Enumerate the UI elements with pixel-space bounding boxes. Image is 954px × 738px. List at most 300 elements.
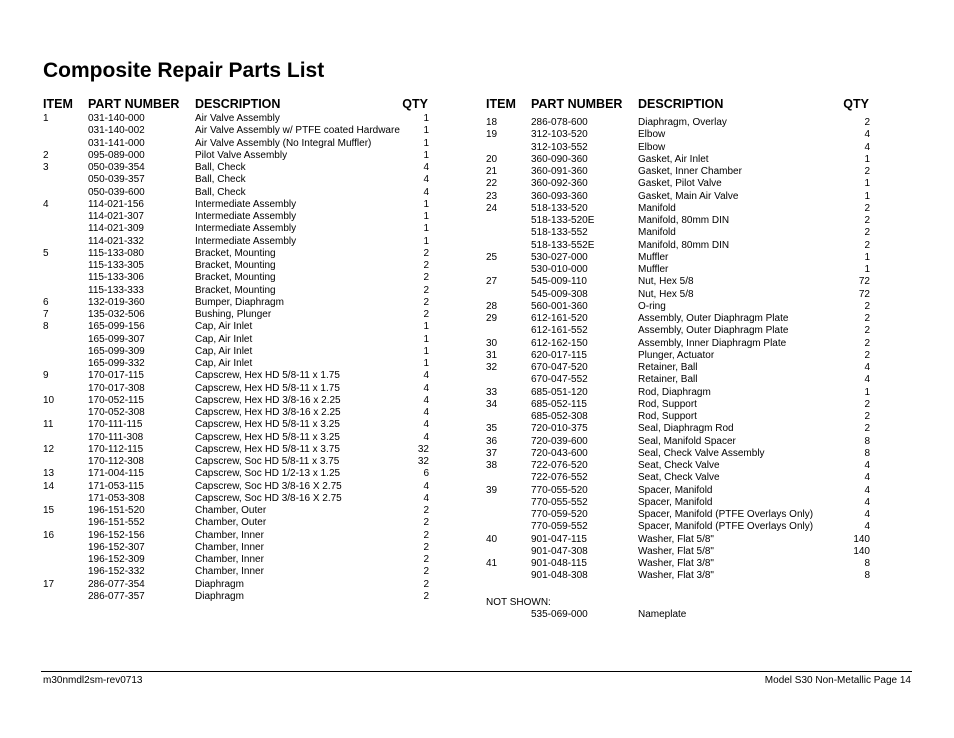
table-row <box>43 591 430 603</box>
description: Chamber, Inner <box>195 529 264 541</box>
not-shown-row <box>486 609 871 621</box>
part-number: 535-069-000 <box>531 608 588 620</box>
part-number: 170-017-308 <box>88 382 145 394</box>
description: Diaphragm <box>195 578 244 590</box>
table-row <box>486 497 871 509</box>
part-number: 031-140-002 <box>88 125 145 137</box>
item-number: 19 <box>486 129 498 141</box>
table-row <box>43 542 430 554</box>
table-row <box>486 325 871 337</box>
table-row <box>43 358 430 370</box>
part-number: 135-032-506 <box>88 309 145 320</box>
description: Washer, Flat 5/8" <box>638 533 714 545</box>
quantity: 1 <box>423 113 429 124</box>
description: Bracket, Mounting <box>195 284 276 296</box>
part-number: 170-112-308 <box>88 456 144 467</box>
table-row <box>43 346 430 358</box>
description: Muffler <box>638 251 669 263</box>
description: Bracket, Mounting <box>195 272 276 284</box>
quantity: 2 <box>423 272 429 284</box>
part-number: 720-010-375 <box>531 423 588 435</box>
table-row <box>43 444 430 456</box>
description: Bracket, Mounting <box>195 260 276 271</box>
item-number: 14 <box>43 480 55 492</box>
quantity: 2 <box>864 337 870 349</box>
part-number: 196-152-332 <box>88 566 145 578</box>
table-row <box>43 309 430 321</box>
part-number: 901-047-308 <box>531 545 588 557</box>
table-row <box>486 338 871 350</box>
description: Ball, Check <box>195 162 246 173</box>
description: Seat, Check Valve <box>638 472 720 484</box>
quantity: 2 <box>864 325 870 337</box>
item-number: 16 <box>43 529 55 541</box>
description: Cap, Air Inlet <box>195 333 253 345</box>
description: Diaphragm <box>195 590 244 602</box>
item-number: 39 <box>486 484 498 496</box>
table-row <box>486 289 871 301</box>
item-number: 4 <box>43 198 49 210</box>
table-row <box>43 248 430 260</box>
part-number: 170-052-308 <box>88 407 145 418</box>
quantity: 4 <box>864 509 870 520</box>
quantity: 4 <box>423 492 429 504</box>
quantity: 4 <box>423 382 429 394</box>
table-row <box>43 138 430 150</box>
table-row <box>486 313 871 325</box>
quantity: 4 <box>864 496 870 508</box>
description: Rod, Support <box>638 398 697 410</box>
quantity: 2 <box>864 300 870 312</box>
table-row <box>43 174 430 186</box>
item-number: 11 <box>43 419 54 431</box>
description: Manifold <box>638 202 676 214</box>
description: Intermediate Assembly <box>195 223 297 235</box>
table-row <box>486 203 871 215</box>
part-number: 360-090-360 <box>531 153 588 165</box>
part-number: 722-076-552 <box>531 472 588 484</box>
part-number: 770-055-520 <box>531 484 588 496</box>
table-row <box>43 211 430 223</box>
item-number: 41 <box>486 558 498 569</box>
part-number: 286-077-357 <box>88 590 145 602</box>
part-number: 670-047-520 <box>531 362 588 373</box>
description: Spacer, Manifold (PTFE Overlays Only) <box>638 521 814 533</box>
item-number: 7 <box>43 309 49 320</box>
item-number: 13 <box>43 468 55 480</box>
part-number: 115-133-305 <box>88 260 144 271</box>
table-row <box>486 472 871 484</box>
part-number: 165-099-309 <box>88 345 145 357</box>
part-number: 518-133-520 <box>531 202 588 214</box>
quantity: 1 <box>864 264 870 275</box>
description: Retainer, Ball <box>638 362 698 373</box>
item-number: 22 <box>486 178 498 190</box>
description: Seal, Diaphragm Rod <box>638 423 734 435</box>
quantity: 4 <box>423 407 429 418</box>
part-number: 901-048-308 <box>531 570 588 582</box>
description: Manifold <box>638 227 676 239</box>
table-body <box>486 117 871 583</box>
table-row <box>486 534 871 546</box>
quantity: 4 <box>864 141 870 153</box>
description: Manifold, 80mm DIN <box>638 215 730 226</box>
header-qty: QTY <box>843 97 869 111</box>
quantity: 2 <box>864 398 870 410</box>
quantity: 1 <box>423 358 429 369</box>
quantity: 2 <box>423 309 429 320</box>
table-row <box>486 448 871 460</box>
page-title: Composite Repair Parts List <box>43 59 325 82</box>
quantity: 4 <box>864 472 870 484</box>
part-number: 115-133-333 <box>88 284 144 296</box>
not-shown-label: NOT SHOWN: <box>486 596 551 608</box>
quantity: 2 <box>423 517 429 529</box>
quantity: 2 <box>864 202 870 214</box>
quantity: 1 <box>423 345 429 357</box>
description: Chamber, Inner <box>195 566 264 578</box>
quantity: 6 <box>423 468 429 480</box>
quantity: 1 <box>864 386 870 398</box>
description: Capscrew, Hex HD 3/8-16 x 2.25 <box>195 394 341 406</box>
part-number: 312-103-520 <box>531 129 588 141</box>
part-number: 612-162-150 <box>531 337 588 349</box>
part-number: 114-021-307 <box>88 211 144 222</box>
header-part-number: PART NUMBER <box>88 97 180 111</box>
description: Ball, Check <box>195 186 246 198</box>
item-number: 9 <box>43 370 49 382</box>
table-row <box>43 395 430 407</box>
item-number: 6 <box>43 296 49 308</box>
part-number: 612-161-520 <box>531 313 588 324</box>
part-number: 196-152-156 <box>88 529 145 541</box>
part-number: 770-059-552 <box>531 521 588 533</box>
description: Rod, Diaphragm <box>638 386 711 398</box>
footer-page-info: Model S30 Non-Metallic Page 14 <box>764 675 911 686</box>
table-row <box>486 411 871 423</box>
table-row <box>486 509 871 521</box>
description: Nameplate <box>638 608 687 620</box>
quantity: 4 <box>864 362 870 373</box>
item-number: 27 <box>486 276 498 288</box>
part-number: 545-009-110 <box>531 276 587 288</box>
part-number: 670-047-552 <box>531 374 588 386</box>
description: Capscrew, Hex HD 5/8-11 x 1.75 <box>195 382 340 394</box>
quantity: 1 <box>423 211 429 222</box>
item-number: 31 <box>486 349 498 361</box>
part-number: 901-048-115 <box>531 558 587 569</box>
table-row <box>486 436 871 448</box>
description: Gasket, Air Inlet <box>638 153 709 165</box>
item-number: 28 <box>486 300 498 312</box>
part-number: 170-112-115 <box>88 443 144 455</box>
quantity: 8 <box>864 435 870 447</box>
quantity: 2 <box>423 284 429 296</box>
table-row <box>486 460 871 472</box>
table-row <box>43 407 430 419</box>
table-row <box>43 505 430 517</box>
part-number: 360-091-360 <box>531 166 588 177</box>
item-number: 1 <box>43 113 49 124</box>
table-row <box>43 125 430 137</box>
description: Intermediate Assembly <box>195 198 297 210</box>
part-number: 685-051-120 <box>531 386 588 398</box>
part-number: 114-021-156 <box>88 198 144 210</box>
description: Cap, Air Inlet <box>195 358 253 369</box>
table-row <box>43 493 430 505</box>
quantity: 1 <box>423 235 429 247</box>
part-number: 901-047-115 <box>531 533 587 545</box>
part-number: 560-001-360 <box>531 300 588 312</box>
item-number: 32 <box>486 362 498 373</box>
part-number: 170-052-115 <box>88 394 144 406</box>
quantity: 72 <box>858 276 870 288</box>
table-row <box>43 321 430 333</box>
table-row <box>43 566 430 578</box>
part-number: 132-019-360 <box>88 296 145 308</box>
description: Gasket, Pilot Valve <box>638 178 722 190</box>
quantity: 1 <box>423 198 429 210</box>
table-row <box>486 485 871 497</box>
quantity: 2 <box>423 566 429 578</box>
table-row <box>486 154 871 166</box>
part-number: 050-039-600 <box>88 186 145 198</box>
table-row <box>486 301 871 313</box>
item-number: 8 <box>43 321 49 333</box>
item-number: 30 <box>486 337 498 349</box>
part-number: 050-039-354 <box>88 162 145 173</box>
part-number: 170-111-115 <box>88 419 143 431</box>
item-number: 33 <box>486 386 498 398</box>
description: Air Valve Assembly w/ PTFE coated Hardware <box>195 125 400 137</box>
header-description: DESCRIPTION <box>195 97 281 111</box>
description: Seat, Check Valve <box>638 460 720 471</box>
table-row <box>486 117 871 129</box>
table-row <box>43 456 430 468</box>
quantity: 2 <box>423 529 429 541</box>
part-number: 165-099-156 <box>88 321 145 333</box>
description: Gasket, Main Air Valve <box>638 190 739 202</box>
header-description: DESCRIPTION <box>638 97 724 111</box>
description: Chamber, Outer <box>195 505 267 516</box>
table-row <box>43 199 430 211</box>
quantity: 4 <box>864 484 870 496</box>
item-number: 20 <box>486 153 498 165</box>
part-number: 518-133-552 <box>531 227 588 239</box>
description: Intermediate Assembly <box>195 211 297 222</box>
quantity: 1 <box>423 223 429 235</box>
description: Assembly, Inner Diaphragm Plate <box>638 337 787 349</box>
table-row <box>486 227 871 239</box>
quantity: 2 <box>423 247 429 259</box>
description: Chamber, Outer <box>195 517 267 529</box>
description: Capscrew, Soc HD 3/8-16 X 2.75 <box>195 492 342 504</box>
item-number: 10 <box>43 394 55 406</box>
spacer <box>486 583 871 596</box>
table-row <box>43 370 430 382</box>
quantity: 1 <box>423 149 429 161</box>
part-number: 165-099-332 <box>88 358 145 369</box>
part-number: 612-161-552 <box>531 325 588 337</box>
description: Washer, Flat 3/8" <box>638 570 714 582</box>
quantity: 2 <box>864 227 870 239</box>
parts-table-left <box>43 97 430 603</box>
part-number: 170-111-308 <box>88 431 144 443</box>
part-number: 685-052-115 <box>531 398 587 410</box>
quantity: 4 <box>423 419 429 431</box>
table-row <box>43 554 430 566</box>
description: Seal, Check Valve Assembly <box>638 447 765 459</box>
item-number: 29 <box>486 313 498 324</box>
description: Manifold, 80mm DIN <box>638 239 730 251</box>
quantity: 4 <box>423 186 429 198</box>
quantity: 32 <box>417 456 429 467</box>
part-number: 685-052-308 <box>531 411 588 422</box>
table-row <box>486 374 871 386</box>
quantity: 2 <box>423 578 429 590</box>
quantity: 2 <box>864 117 870 128</box>
table-row <box>486 387 871 399</box>
item-number: 25 <box>486 251 498 263</box>
description: Diaphragm, Overlay <box>638 117 727 128</box>
part-number: 286-078-600 <box>531 117 588 128</box>
table-row <box>43 285 430 297</box>
description: Assembly, Outer Diaphragm Plate <box>638 325 789 337</box>
quantity: 4 <box>423 431 429 443</box>
quantity: 2 <box>864 423 870 435</box>
part-number: 050-039-357 <box>88 174 145 186</box>
description: Chamber, Inner <box>195 554 264 565</box>
description: Elbow <box>638 129 666 141</box>
table-row <box>486 362 871 374</box>
quantity: 1 <box>864 178 870 190</box>
quantity: 2 <box>864 239 870 251</box>
quantity: 8 <box>864 570 870 582</box>
quantity: 4 <box>423 480 429 492</box>
description: Capscrew, Hex HD 5/8-11 x 1.75 <box>195 370 340 382</box>
table-row <box>43 530 430 542</box>
part-number: 518-133-552E <box>531 239 595 251</box>
description: Rod, Support <box>638 411 697 422</box>
table-row <box>43 481 430 493</box>
description: Bushing, Plunger <box>195 309 272 320</box>
item-number: 2 <box>43 149 49 161</box>
description: Seal, Manifold Spacer <box>638 435 736 447</box>
item-number: 21 <box>486 166 498 177</box>
table-row <box>486 264 871 276</box>
table-header <box>43 97 430 113</box>
part-number: 171-053-115 <box>88 480 144 492</box>
table-body <box>43 113 430 603</box>
table-row <box>486 166 871 178</box>
table-row <box>486 423 871 435</box>
part-number: 722-076-520 <box>531 460 588 471</box>
description: Capscrew, Hex HD 5/8-11 x 3.25 <box>195 431 340 443</box>
item-number: 35 <box>486 423 498 435</box>
table-row <box>43 297 430 309</box>
table-row <box>486 350 871 362</box>
item-number: 17 <box>43 578 55 590</box>
quantity: 140 <box>853 533 870 545</box>
description: Air Valve Assembly (No Integral Muffler) <box>195 137 372 149</box>
quantity: 2 <box>423 260 429 271</box>
item-number: 36 <box>486 435 498 447</box>
table-row <box>486 558 871 570</box>
part-number: 286-077-354 <box>88 578 145 590</box>
table-row <box>43 579 430 591</box>
part-number: 165-099-307 <box>88 333 145 345</box>
part-number: 115-133-306 <box>88 272 144 284</box>
table-row <box>43 468 430 480</box>
description: Bracket, Mounting <box>195 247 276 259</box>
part-number: 114-021-309 <box>88 223 144 235</box>
table-row <box>43 272 430 284</box>
item-number: 23 <box>486 190 498 202</box>
part-number: 545-009-308 <box>531 288 588 300</box>
quantity: 2 <box>423 554 429 565</box>
quantity: 2 <box>864 215 870 226</box>
quantity: 1 <box>864 153 870 165</box>
header-item: ITEM <box>486 97 516 111</box>
quantity: 4 <box>864 129 870 141</box>
table-row <box>43 419 430 431</box>
description: Elbow <box>638 141 666 153</box>
description: Pilot Valve Assembly <box>195 149 288 161</box>
header-part-number: PART NUMBER <box>531 97 623 111</box>
table-row <box>43 150 430 162</box>
part-number: 530-027-000 <box>531 251 588 263</box>
table-row <box>486 546 871 558</box>
description: Capscrew, Hex HD 3/8-16 x 2.25 <box>195 407 341 418</box>
table-row <box>486 129 871 141</box>
description: Cap, Air Inlet <box>195 321 253 333</box>
quantity: 2 <box>423 590 429 602</box>
part-number: 196-151-552 <box>88 517 145 529</box>
quantity: 2 <box>423 541 429 553</box>
description: Intermediate Assembly <box>195 235 297 247</box>
description: Capscrew, Soc HD 1/2-13 x 1.25 <box>195 468 341 480</box>
quantity: 8 <box>864 558 870 569</box>
table-row <box>43 334 430 346</box>
part-number: 620-017-115 <box>531 349 587 361</box>
table-row <box>43 260 430 272</box>
item-number: 15 <box>43 505 55 516</box>
item-number: 18 <box>486 117 498 128</box>
parts-table-right <box>486 97 871 621</box>
quantity: 2 <box>423 505 429 516</box>
footer-doc-code: m30nmdl2sm-rev0713 <box>43 675 143 686</box>
part-number: 360-093-360 <box>531 190 588 202</box>
description: Bumper, Diaphragm <box>195 296 284 308</box>
part-number: 114-021-332 <box>88 235 144 247</box>
item-number: 40 <box>486 533 498 545</box>
description: Capscrew, Hex HD 5/8-11 x 3.25 <box>195 419 340 431</box>
table-row <box>486 215 871 227</box>
description: Assembly, Outer Diaphragm Plate <box>638 313 789 324</box>
description: O-ring <box>638 300 666 312</box>
quantity: 1 <box>423 137 429 149</box>
table-row <box>43 517 430 529</box>
quantity: 1 <box>423 321 429 333</box>
description: Spacer, Manifold <box>638 496 713 508</box>
description: Plunger, Actuator <box>638 349 715 361</box>
part-number: 031-141-000 <box>88 137 145 149</box>
description: Gasket, Inner Chamber <box>638 166 742 177</box>
table-row <box>486 191 871 203</box>
table-row <box>486 399 871 411</box>
item-number: 37 <box>486 447 498 459</box>
table-row <box>486 570 871 582</box>
